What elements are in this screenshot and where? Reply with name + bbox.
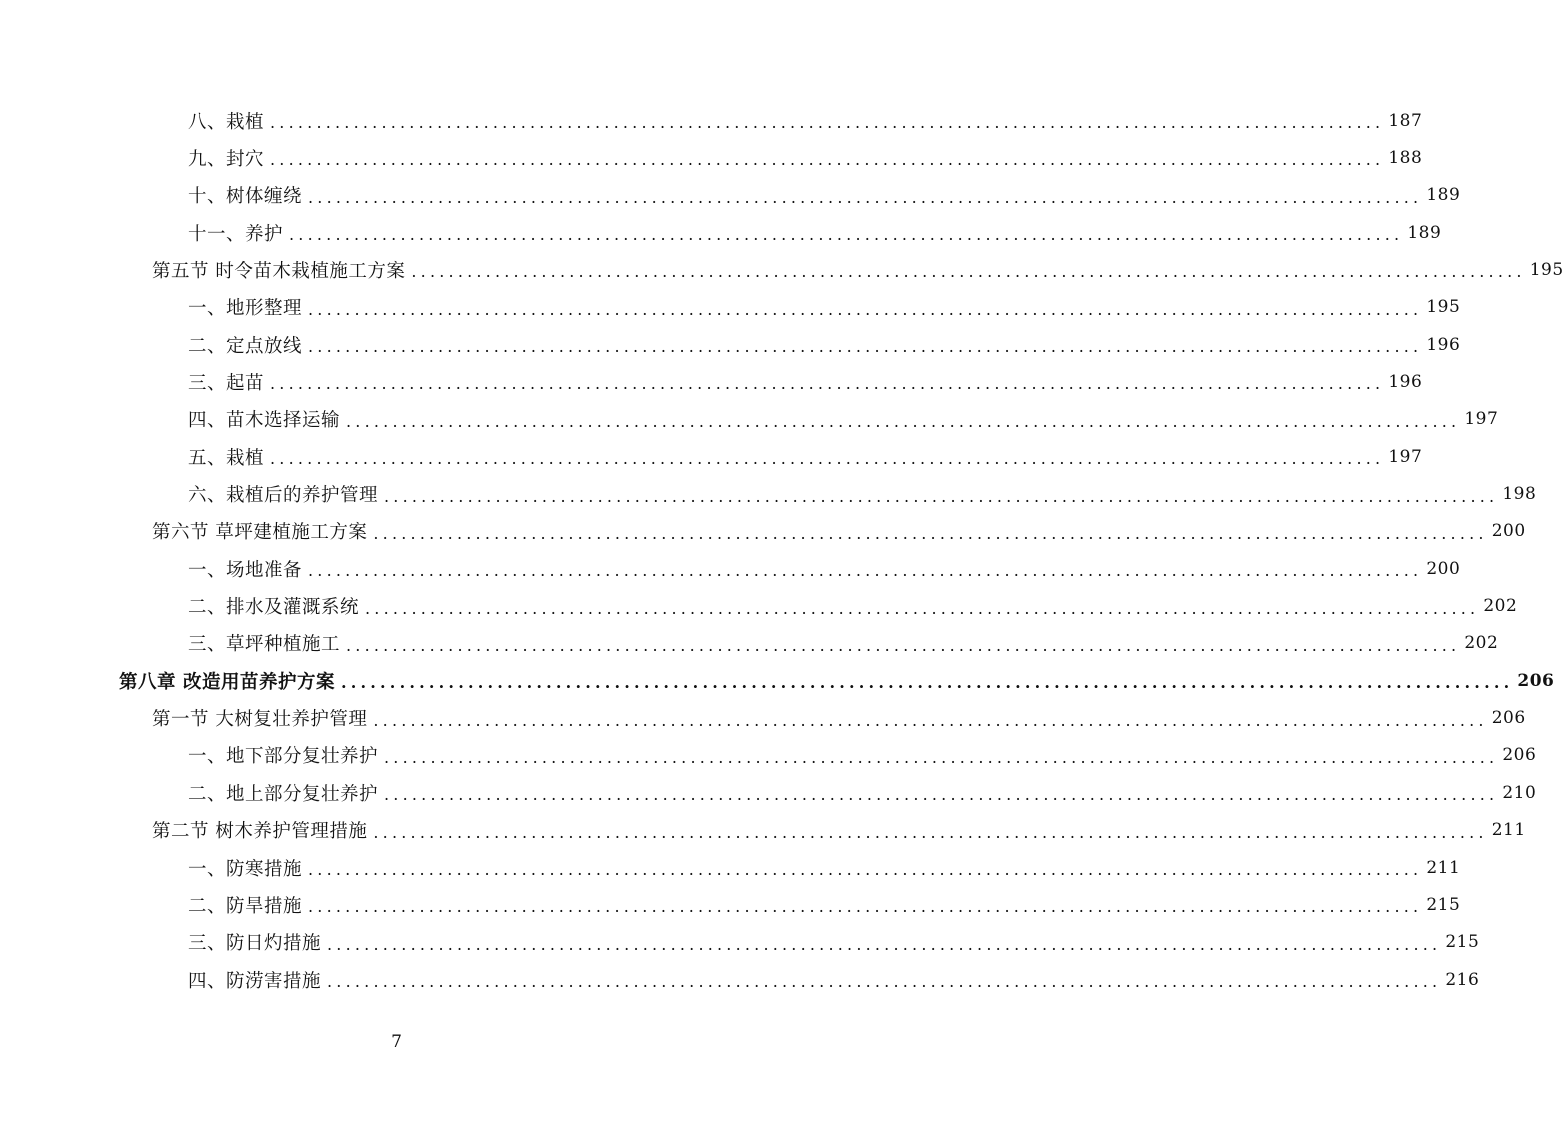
toc-dot-leader: ........................................................................................................................ bbox=[270, 150, 1385, 170]
toc-entry-title: 四、防涝害措施 bbox=[188, 970, 322, 992]
toc-entry-page: 200 bbox=[1491, 521, 1526, 542]
toc-entry-title: 二、排水及灌溉系统 bbox=[188, 597, 360, 619]
toc-entry[interactable] bbox=[188, 476, 1537, 513]
toc-entry-page: 195 bbox=[1426, 297, 1461, 318]
toc-entry[interactable] bbox=[152, 251, 1564, 288]
toc-dot-leader: ........................................................................................................................ bbox=[308, 337, 1423, 357]
toc-entry-page: 197 bbox=[1464, 409, 1499, 430]
toc-entry-page: 196 bbox=[1426, 334, 1461, 355]
toc-entry-title: 第六节 草坪建植施工方案 bbox=[152, 522, 368, 544]
toc-entry-title: 九、封穴 bbox=[188, 148, 265, 170]
toc-entry[interactable] bbox=[188, 139, 1423, 176]
toc-dot-leader: ........................................................................................................................ bbox=[365, 598, 1480, 618]
toc-entry-title: 第二节 树木养护管理措施 bbox=[152, 821, 368, 843]
toc-entry[interactable] bbox=[188, 588, 1518, 625]
toc-entry-title: 一、地下部分复壮养护 bbox=[188, 746, 379, 768]
toc-dot-leader: ........................................................................................................................ bbox=[373, 523, 1488, 543]
toc-dot-leader: ........................................................................................................................ bbox=[308, 187, 1423, 207]
toc-entry[interactable] bbox=[188, 774, 1537, 811]
toc-entry[interactable] bbox=[188, 886, 1461, 923]
toc-dot-leader: ........................................................................................................................ bbox=[373, 822, 1488, 842]
toc-entry-title: 一、地形整理 bbox=[188, 298, 303, 320]
toc-entry-title: 一、场地准备 bbox=[188, 559, 303, 581]
toc-entry-page: 206 bbox=[1517, 670, 1555, 691]
toc-entry[interactable] bbox=[152, 700, 1526, 737]
table-of-contents bbox=[0, 100, 1564, 1000]
toc-entry-title: 三、草坪种植施工 bbox=[188, 634, 341, 656]
toc-entry-page: 211 bbox=[1491, 820, 1526, 841]
toc-entry[interactable] bbox=[188, 363, 1423, 400]
toc-entry-page: 200 bbox=[1426, 558, 1461, 579]
toc-dot-leader: ........................................................................................................................ bbox=[346, 411, 1461, 431]
toc-entry-title: 二、防旱措施 bbox=[188, 895, 303, 917]
toc-entry-title: 十一、养护 bbox=[188, 223, 284, 245]
toc-entry-title: 二、定点放线 bbox=[188, 335, 303, 357]
toc-entry[interactable] bbox=[188, 550, 1461, 587]
toc-entry-page: 188 bbox=[1388, 147, 1423, 168]
toc-entry-page: 197 bbox=[1388, 446, 1423, 467]
toc-entry-title: 第八章 改造用苗养护方案 bbox=[119, 671, 335, 693]
toc-entry-title: 三、防日灼措施 bbox=[188, 933, 322, 955]
toc-entry-title: 第一节 大树复壮养护管理 bbox=[152, 709, 368, 731]
toc-entry[interactable] bbox=[188, 849, 1461, 886]
toc-entry-page: 196 bbox=[1388, 371, 1423, 392]
toc-entry[interactable] bbox=[152, 513, 1526, 550]
toc-entry-page: 210 bbox=[1502, 782, 1537, 803]
toc-dot-leader: ........................................................................................................................ bbox=[384, 747, 1499, 767]
toc-dot-leader: ........................................................................................................................ bbox=[373, 710, 1488, 730]
toc-dot-leader: ........................................................................................................................ bbox=[289, 225, 1404, 245]
page-number: 7 bbox=[391, 1032, 402, 1052]
toc-dot-leader: ........................................................................................................................ bbox=[327, 972, 1442, 992]
toc-entry-page: 215 bbox=[1426, 894, 1461, 915]
toc-dot-leader: ........................................................................................................................ bbox=[327, 934, 1442, 954]
toc-dot-leader: ........................................................................................................................ bbox=[346, 635, 1461, 655]
toc-entry-title: 六、栽植后的养护管理 bbox=[188, 485, 379, 506]
toc-entry-page: 215 bbox=[1445, 932, 1480, 953]
toc-dot-leader: ........................................................................................................................ bbox=[411, 262, 1526, 282]
toc-entry[interactable] bbox=[188, 737, 1537, 774]
toc-entry[interactable] bbox=[188, 102, 1423, 139]
toc-entry[interactable] bbox=[188, 401, 1499, 438]
toc-dot-leader: ........................................................................................................................ bbox=[270, 374, 1385, 394]
toc-entry-title: 五、栽植 bbox=[188, 447, 265, 469]
toc-entry-title: 四、苗木选择运输 bbox=[188, 410, 341, 432]
toc-entry-page: 216 bbox=[1445, 969, 1480, 990]
toc-entry-page: 202 bbox=[1483, 596, 1518, 617]
toc-entry-title: 八、栽植 bbox=[188, 111, 265, 133]
toc-entry-title: 十、树体缠绕 bbox=[188, 186, 303, 208]
toc-entry-page: 202 bbox=[1464, 633, 1499, 654]
toc-entry-page: 198 bbox=[1502, 484, 1537, 504]
toc-entry[interactable] bbox=[188, 924, 1480, 961]
toc-dot-leader: ........................................................................................................................ bbox=[384, 486, 1499, 506]
toc-entry-title: 一、防寒措施 bbox=[188, 858, 303, 880]
toc-entry[interactable] bbox=[119, 662, 1555, 699]
toc-entry-title: 三、起苗 bbox=[188, 372, 265, 394]
toc-entry[interactable] bbox=[188, 625, 1499, 662]
toc-entry-page: 206 bbox=[1502, 745, 1537, 766]
toc-dot-leader: ........................................................................................................................ bbox=[384, 785, 1499, 805]
toc-entry-page: 189 bbox=[1407, 222, 1442, 243]
toc-dot-leader: ........................................................................................................................ bbox=[308, 897, 1423, 917]
toc-entry-page: 206 bbox=[1491, 708, 1526, 729]
toc-dot-leader: ........................................................................................................................ bbox=[270, 113, 1385, 132]
toc-entry[interactable] bbox=[188, 214, 1442, 251]
toc-entry[interactable] bbox=[188, 438, 1423, 475]
toc-dot-leader: ........................................................................................................................ bbox=[308, 299, 1423, 319]
toc-entry[interactable] bbox=[152, 812, 1526, 849]
toc-dot-leader: ........................................................................................................................ bbox=[340, 673, 1514, 693]
toc-entry-page: 189 bbox=[1426, 185, 1461, 206]
toc-entry[interactable] bbox=[188, 961, 1480, 998]
toc-entry-page: 211 bbox=[1426, 857, 1461, 878]
toc-entry[interactable] bbox=[188, 177, 1461, 214]
toc-dot-leader: ........................................................................................................................ bbox=[270, 449, 1385, 469]
toc-entry[interactable] bbox=[188, 289, 1461, 326]
toc-entry-page: 195 bbox=[1529, 259, 1564, 280]
toc-entry-title: 第五节 时令苗木栽植施工方案 bbox=[152, 260, 406, 282]
toc-dot-leader: ........................................................................................................................ bbox=[308, 561, 1423, 581]
toc-entry[interactable] bbox=[188, 326, 1461, 363]
toc-entry-page: 187 bbox=[1388, 110, 1423, 131]
toc-entry-title: 二、地上部分复壮养护 bbox=[188, 783, 379, 805]
toc-dot-leader: ........................................................................................................................ bbox=[308, 860, 1423, 879]
